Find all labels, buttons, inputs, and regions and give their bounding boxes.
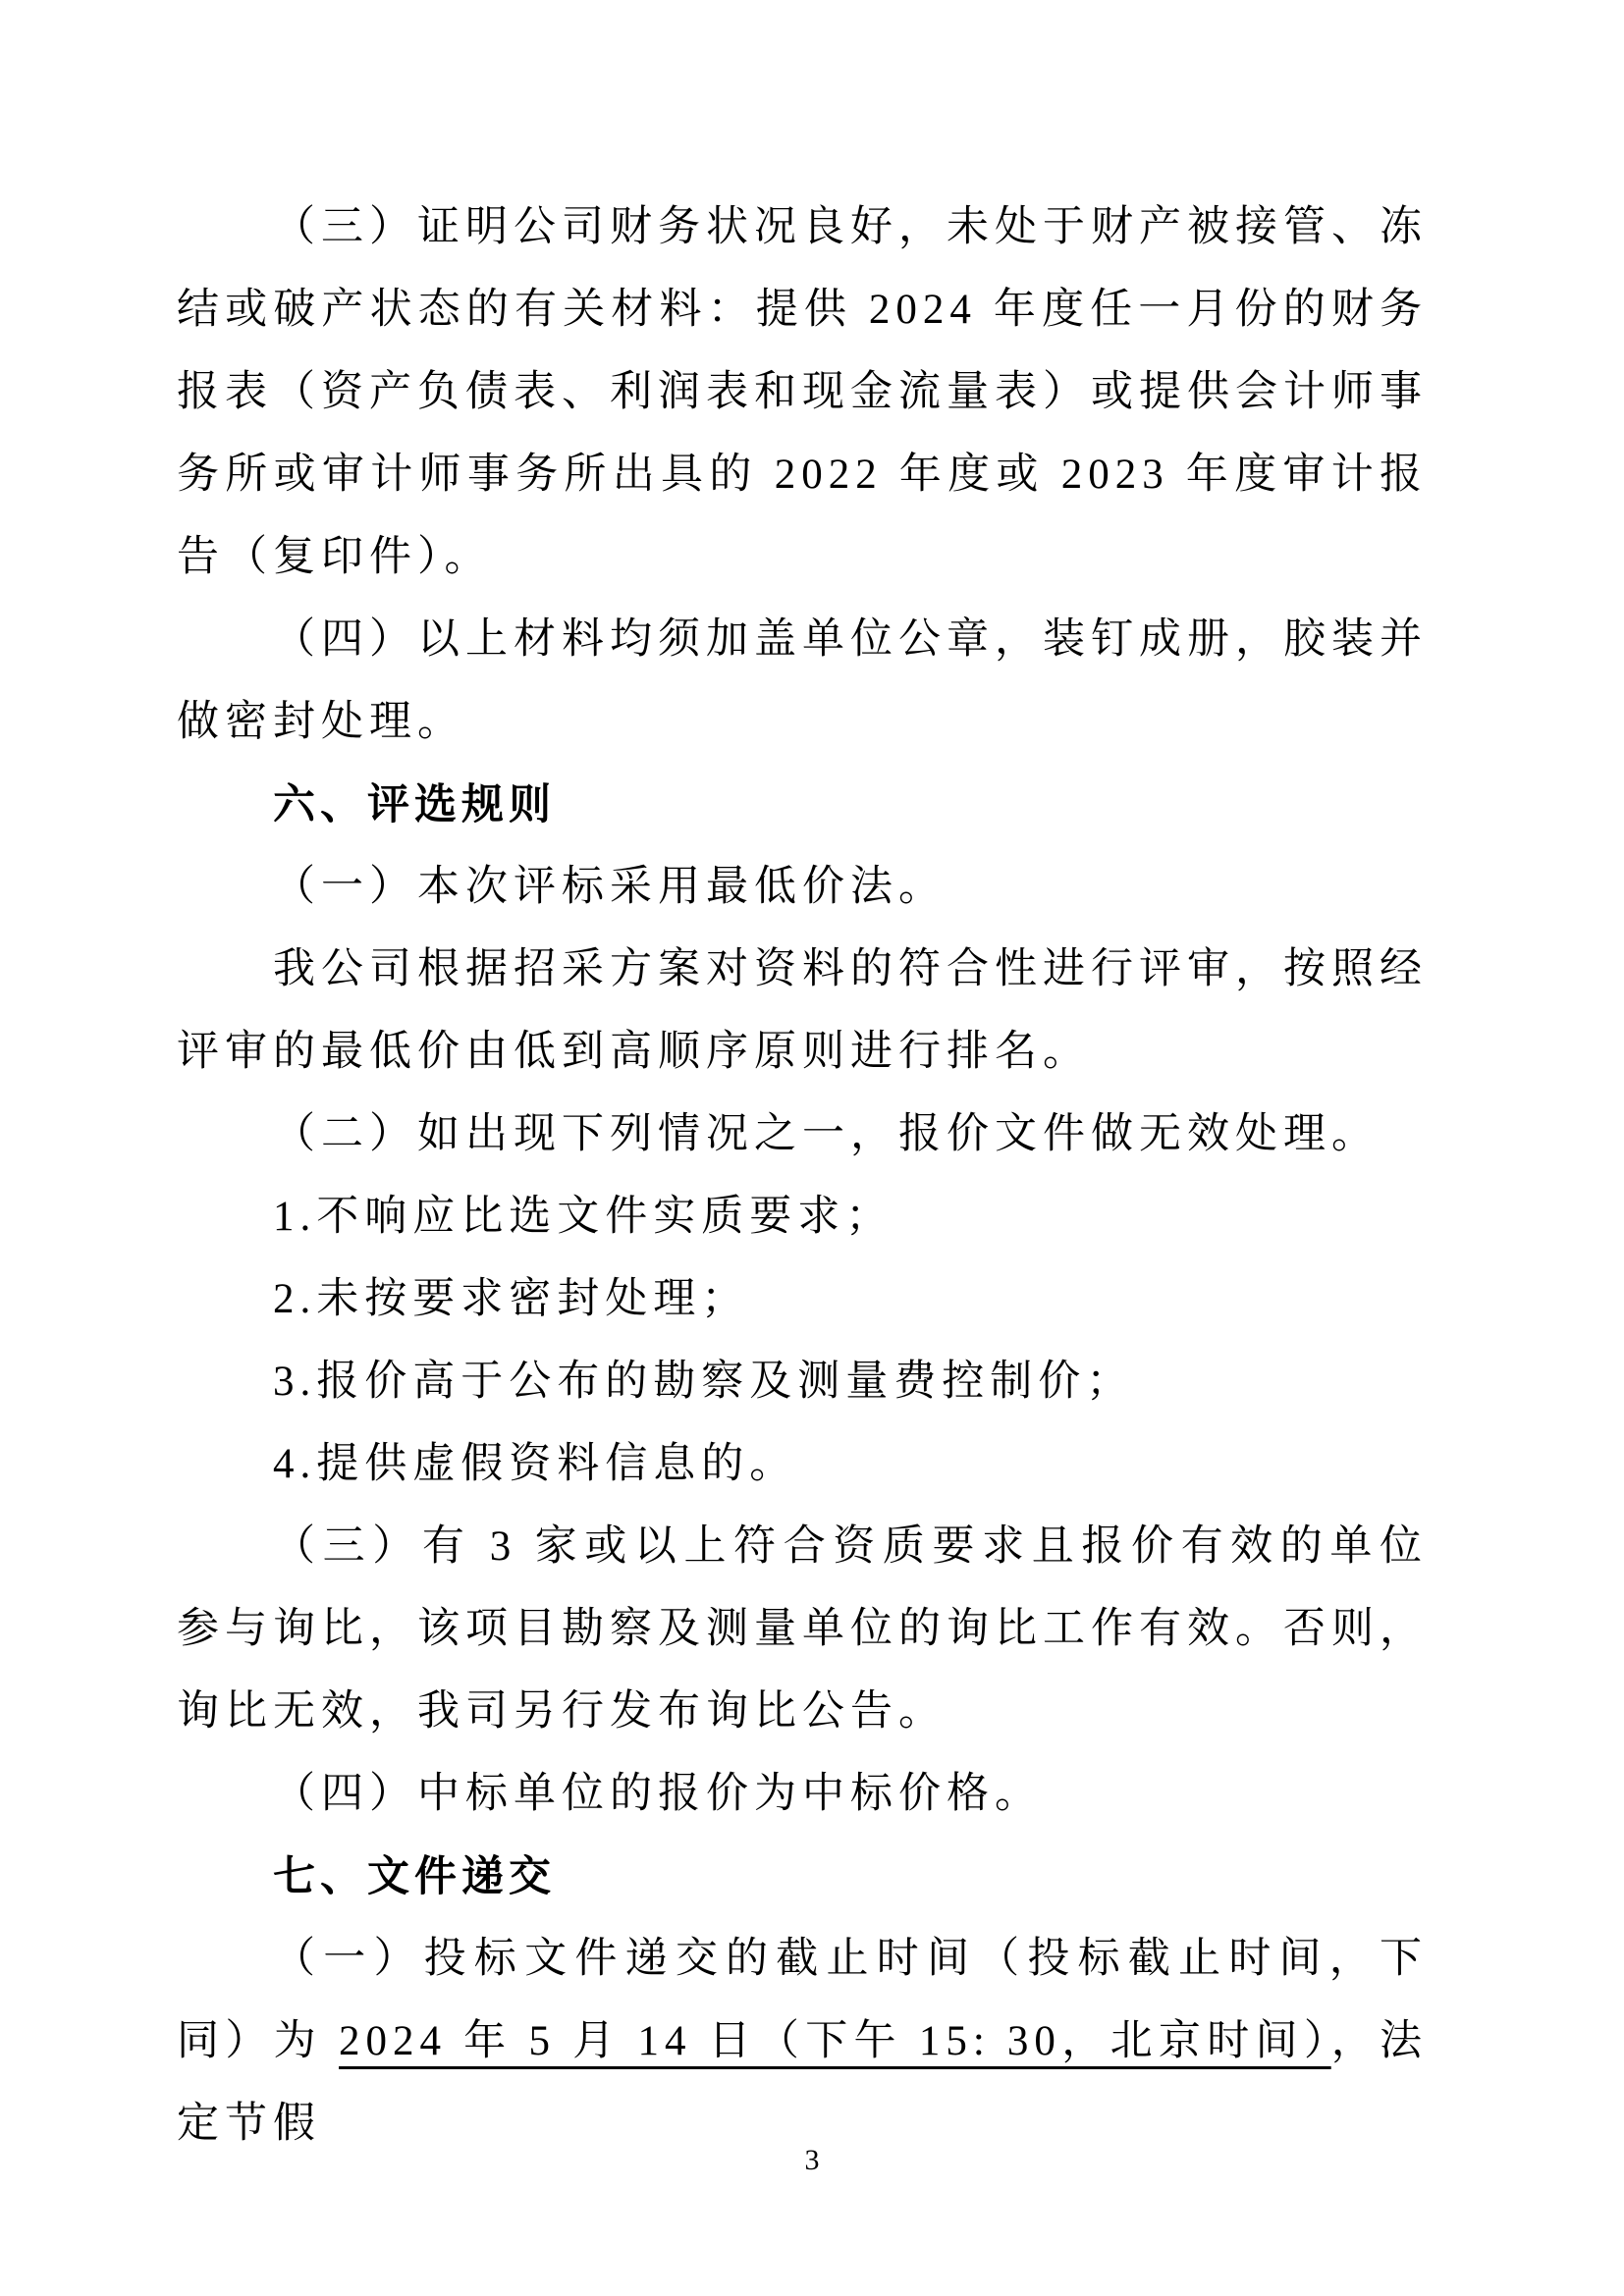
paragraph: 1.不响应比选文件实质要求； [273,1194,894,1240]
section-heading: 七、文件递交 [273,1853,556,1900]
paragraph: 3.报价高于公布的勘察及测量费控制价； [273,1359,1135,1405]
paragraph [177,1918,1428,2165]
paragraph: （三）证明公司财务状况良好，未处于财产被接管、冻结或破产状态的有关材料：提供 2024 年度任一月份的财务报表（资产负债表、利润表和现金流量表）或提供会计师事务所或审计师事务所出具的 2022 年度或 2023 年度审计报告（复印件）。 [177,204,1428,580]
paragraph: （四）中标单位的报价为中标价格。 [273,1771,1043,1817]
page-number: 3 [804,2144,820,2176]
paragraph: 4.提供虚假资料信息的。 [273,1441,798,1487]
paragraph: （三）有 3 家或以上符合资质要求且报价有效的单位参与询比，该项目勘察及测量单位的询比工作有效。否则，询比无效，我司另行发布询比公告。 [177,1523,1428,1735]
paragraph: 2.未按要求密封处理； [273,1276,750,1322]
paragraph-text: （一）投标文件递交的截止时间（投标截止时间，下同）为 [177,1936,1428,2064]
paragraph: （二）如出现下列情况之一，报价文件做无效处理。 [273,1111,1380,1157]
document-body [177,187,1428,2165]
paragraph: （四）以上材料均须加盖单位公章，装钉成册，胶装并做密封处理。 [177,616,1428,745]
underlined-deadline-text: 2024 年 5 月 14 日（下午 15: 30，北京时间） [339,2018,1331,2064]
section-heading: 六、评选规则 [273,781,556,828]
paragraph-text: ，法定节假 [177,2018,1429,2147]
paragraph: （一）本次评标采用最低价法。 [273,864,947,910]
paragraph: 我公司根据招采方案对资料的符合性进行评审，按照经评审的最低价由低到高顺序原则进行排名。 [177,946,1428,1075]
